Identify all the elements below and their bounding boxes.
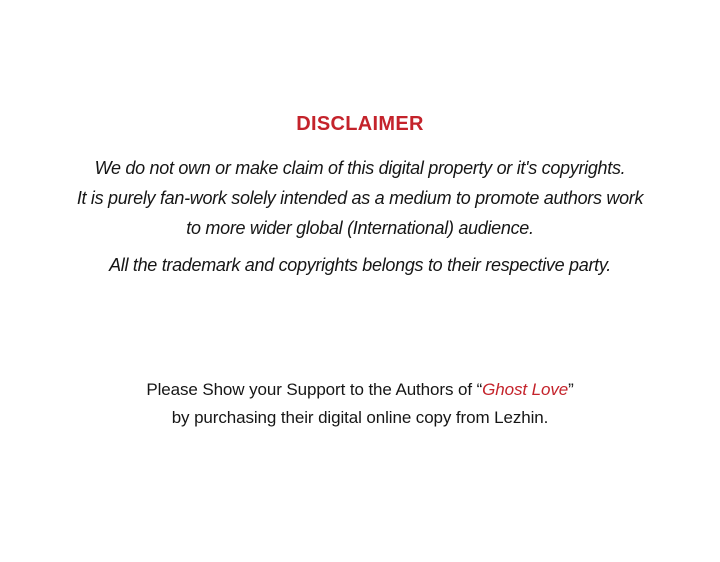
support-prefix: Please Show your Support to the Authors of “ [146,380,483,399]
support-line-1 [0,376,720,404]
claim-line-3: to more wider global (International) audience. [186,218,534,238]
disclaimer-title: DISCLAIMER [296,113,424,135]
work-title: Ghost Love [482,380,569,399]
claim-line-1: We do not own or make claim of this digital property or it's copyrights. [94,158,626,178]
support-line-2: by purchasing their digital online copy from Lezhin. [171,408,549,427]
trademark-line: All the trademark and copyrights belongs to their respective party. [109,255,611,275]
support-message [0,376,720,432]
support-suffix: ” [568,380,574,399]
claim-line-2: It is purely fan-work solely intended as a medium to promote authors work [76,188,644,208]
disclaimer-claims [0,153,720,243]
